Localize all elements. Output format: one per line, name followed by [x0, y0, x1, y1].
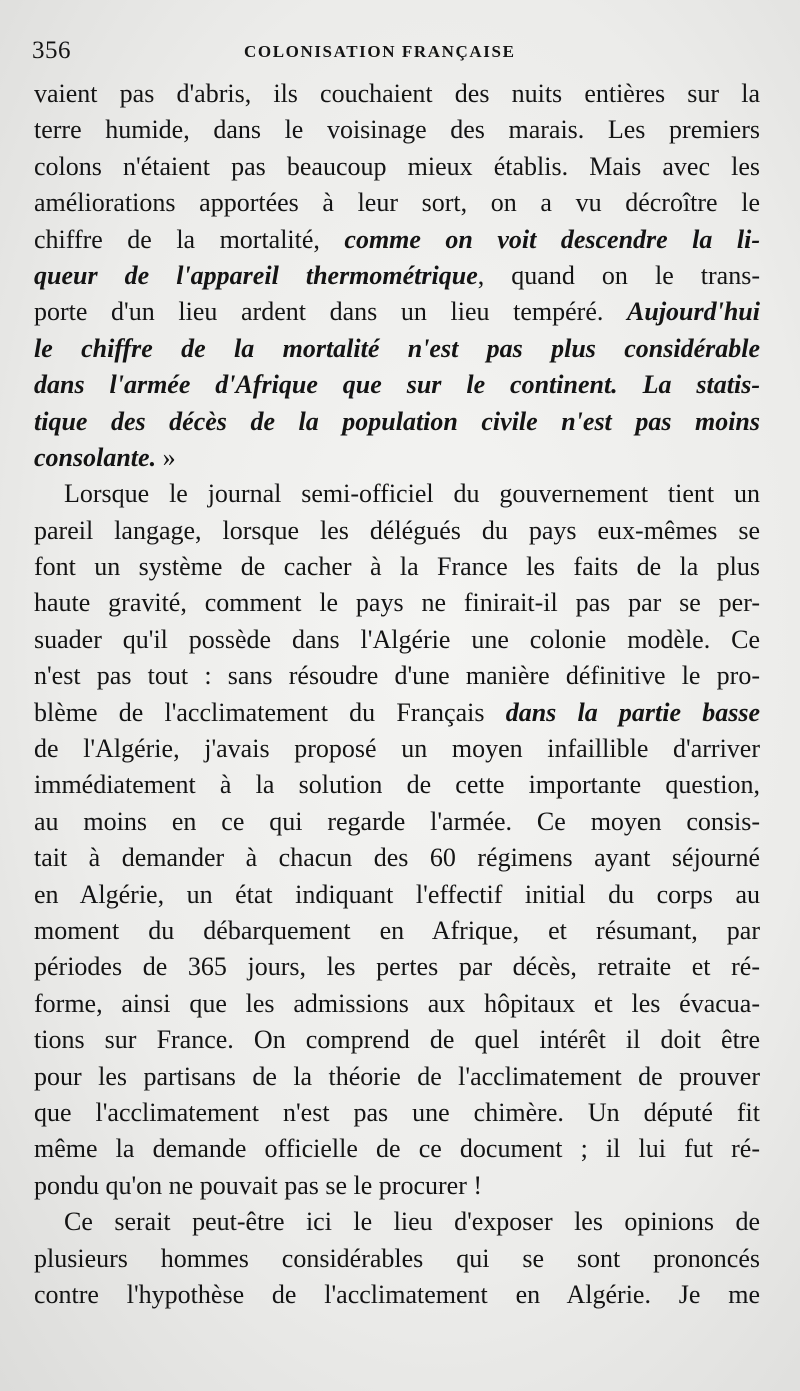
text-line — [34, 222, 760, 258]
text-segment: suader qu'il possède dans l'Algérie une colonie modèle. Ce — [34, 624, 760, 654]
text-segment: haute gravité, comment le pays ne finirait-il pas par se per- — [34, 588, 760, 618]
page-number: 356 — [32, 37, 71, 64]
text-segment: que l'acclimatement n'est pas une chimère. Un député fit — [34, 1097, 760, 1127]
text-line — [34, 440, 760, 476]
text-line — [34, 877, 760, 913]
text-segment: de l'Algérie, j'avais proposé un moyen infaillible d'arriver — [34, 734, 760, 764]
text-line — [34, 513, 760, 549]
text-segment: Lorsque le journal semi-officiel du gouvernement tient un — [64, 479, 760, 509]
body-text — [34, 76, 760, 1313]
text-line — [34, 986, 760, 1022]
italic-text-segment: dans l'armée d'Afrique que sur le continent. La statis- — [34, 370, 760, 400]
text-line — [34, 1095, 760, 1131]
text-line — [34, 1059, 760, 1095]
text-line — [34, 1204, 760, 1240]
text-line — [34, 367, 760, 403]
italic-text-segment: tique des décès de la population civile n'est pas moins — [34, 406, 760, 436]
text-segment: immédiatement à la solution de cette importante question, — [34, 770, 760, 800]
text-segment: chiffre de la mortalité, — [34, 224, 345, 254]
page-header — [32, 38, 760, 64]
text-segment: , quand on le trans- — [477, 260, 760, 290]
text-line — [34, 767, 760, 803]
text-segment: font un système de cacher à la France les faits de la plus — [34, 552, 760, 582]
text-segment: périodes de 365 jours, les pertes par décès, retraite et ré- — [34, 952, 760, 982]
text-segment: moment du débarquement en Afrique, et résumant, par — [34, 915, 760, 945]
italic-text-segment: consolante. — [34, 442, 157, 472]
text-segment: blème de l'acclimatement du Français — [34, 697, 506, 727]
text-line — [34, 1277, 760, 1313]
text-line — [34, 404, 760, 440]
text-segment: » — [156, 442, 176, 472]
text-line — [34, 840, 760, 876]
text-line — [34, 476, 760, 512]
text-line — [34, 731, 760, 767]
text-line — [34, 1241, 760, 1277]
text-segment: pondu qu'on ne pouvait pas se le procurer ! — [34, 1170, 483, 1200]
text-segment: tions sur France. On comprend de quel intérêt il doit être — [34, 1025, 760, 1055]
text-segment: même la demande officielle de ce document ; il lui fut ré- — [34, 1134, 760, 1164]
text-line — [34, 585, 760, 621]
italic-text-segment: comme on voit descendre la li- — [344, 224, 760, 254]
text-line — [34, 1022, 760, 1058]
text-line — [34, 1131, 760, 1167]
text-segment: Ce serait peut-être ici le lieu d'exposer les opinions de — [64, 1207, 760, 1237]
text-segment: n'est pas tout : sans résoudre d'une manière définitive le pro- — [34, 661, 760, 691]
text-segment: tait à demander à chacun des 60 régimens ayant séjourné — [34, 843, 760, 873]
italic-text-segment: le chiffre de la mortalité n'est pas plus considérable — [34, 333, 760, 363]
text-segment: plusieurs hommes considérables qui se sont prononcés — [34, 1243, 760, 1273]
text-segment: terre humide, dans le voisinage des marais. Les premiers — [34, 115, 760, 145]
text-line — [34, 804, 760, 840]
text-segment: colons n'étaient pas beaucoup mieux établis. Mais avec les — [34, 151, 760, 181]
text-segment: porte d'un lieu ardent dans un lieu tempéré. — [34, 297, 628, 327]
text-line — [34, 658, 760, 694]
text-line — [34, 112, 760, 148]
running-head: COLONISATION FRANÇAISE — [244, 42, 516, 61]
text-line — [34, 185, 760, 221]
text-segment: forme, ainsi que les admissions aux hôpitaux et les évacua- — [34, 988, 760, 1018]
text-line — [34, 331, 760, 367]
text-segment: en Algérie, un état indiquant l'effectif initial du corps au — [34, 879, 760, 909]
text-segment: au moins en ce qui regarde l'armée. Ce moyen consis- — [34, 806, 760, 836]
text-line — [34, 913, 760, 949]
text-segment: vaient pas d'abris, ils couchaient des nuits entières sur la — [34, 79, 760, 108]
text-line — [34, 695, 760, 731]
text-segment: contre l'hypothèse de l'acclimatement en Algérie. Je me — [34, 1279, 760, 1309]
text-line — [34, 622, 760, 658]
text-segment: améliorations apportées à leur sort, on a vu décroître le — [34, 188, 760, 218]
text-line — [34, 294, 760, 330]
text-line — [34, 76, 760, 112]
text-line — [34, 149, 760, 185]
text-line — [34, 549, 760, 585]
italic-text-segment: queur de l'appareil thermométrique — [34, 260, 478, 290]
text-line — [34, 949, 760, 985]
text-segment: pareil langage, lorsque les délégués du pays eux-mêmes se — [34, 515, 760, 545]
text-segment: pour les partisans de la théorie de l'acclimatement de prouver — [34, 1061, 760, 1091]
italic-text-segment: dans la partie basse — [505, 697, 760, 727]
italic-text-segment: Aujourd'hui — [627, 297, 760, 327]
text-line — [34, 258, 760, 294]
text-line — [34, 1168, 760, 1204]
